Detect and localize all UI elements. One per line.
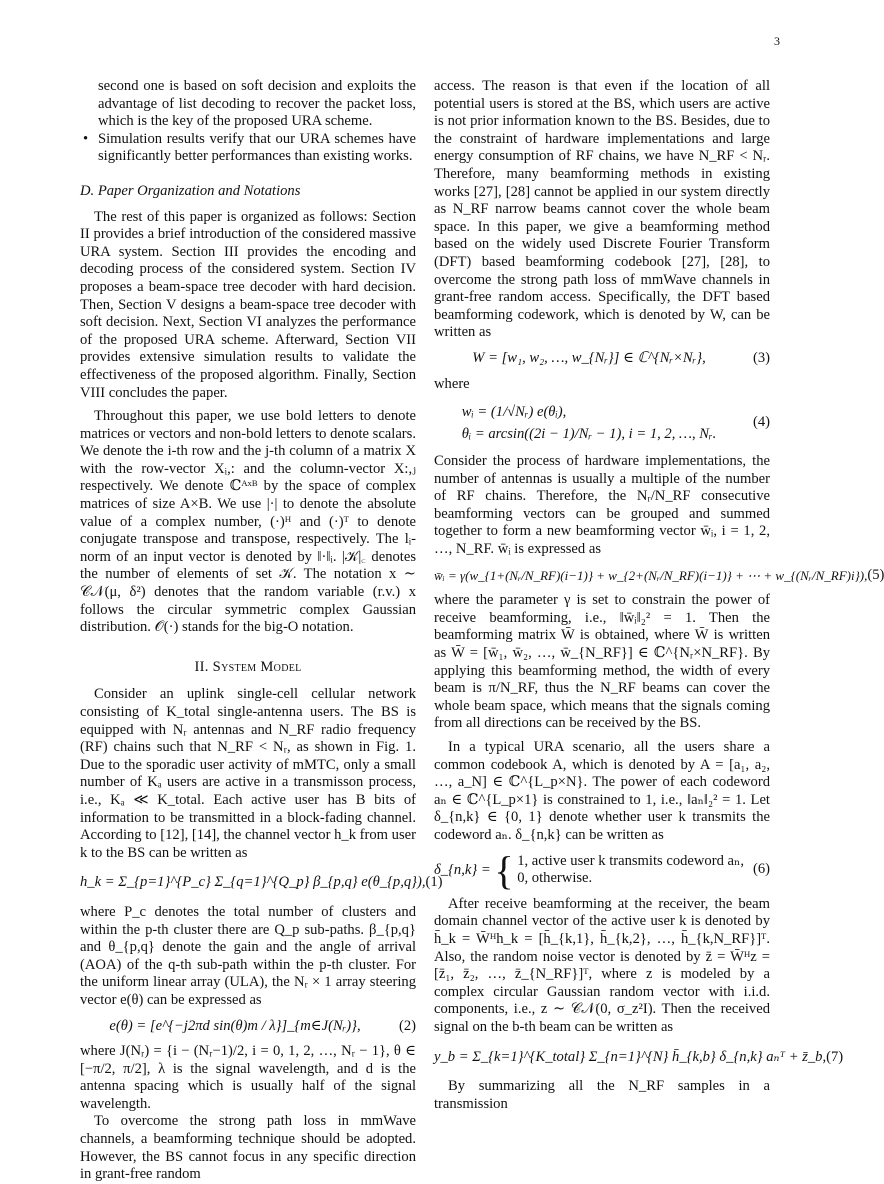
equation-number: (5) [867, 566, 884, 583]
equation-7 [434, 1048, 844, 1067]
paragraph: where J(Nᵣ) = {i − (Nᵣ−1)/2, i = 0, 1, 2, …, Nᵣ − 1}, θ ∈ [−π/2, π/2], λ is the signal wavelength, and d is the antenna spacing which is usually half of the signal wavelength. [80, 1043, 416, 1112]
equation-body: e(θ) = [e^{−j2πd sin(θ)m / λ}]_{m∈J(Nᵣ)}, [109, 1017, 361, 1034]
equation-number: (1) [425, 874, 443, 891]
paragraph-hardware: Consider the process of hardware implementations, the number of antennas is usually a multiple of the number of RF chains. Therefore, the Nᵣ/N_RF consecutive beamforming vectors can be grouped and summed together to form a new beamforming vector w̄ᵢ, i = 1, 2, …, N_RF. w̄ᵢ is expressed as [434, 453, 770, 558]
bullet-text: Simulation results verify that our URA schemes have significantly better performances than existing works. [98, 130, 416, 165]
bullet-continuation: second one is based on soft decision and exploits the advantage of list decoding to recover the packet loss, which is the key of the proposed URA scheme. [98, 78, 416, 130]
equation-line: wᵢ = (1/√Nᵣ) e(θᵢ), [461, 404, 567, 421]
equation-cases [517, 853, 744, 888]
paragraph-gamma: where the parameter γ is set to constrain the power of receive beamforming, i.e., ‖w̄ᵢ‖₂² = 1. Then the beamforming matrix W̄ is obtained, where W̄ is written as W̄ = [w̄₁, w̄₂, …, w̄_{N_RF}] ∈ ℂ^{Nᵣ×N_RF}. By applying this beamforming method, the width of every beam is π/N_RF, thus the N_RF beams can cover the whole beam space, which means that the signals coming from all directions can be received by the BS. [434, 592, 770, 732]
equation-5 [434, 566, 884, 585]
equation-stack [462, 401, 717, 445]
equation-4 [434, 401, 770, 445]
paragraph-beamforming: To overcome the strong path loss in mmWave channels, a beamforming technique should be adopted. However, the BS cannot focus in any specific direction in grant-free random [80, 1113, 416, 1183]
paragraph-access: access. The reason is that even if the location of all potential users is stored at the BS, which users are active is not prior information known to the BS. Besides, due to the constraint of hardware implementations and large energy consumption of RF chains, we have N_RF < Nᵣ. Therefore, many beamforming methods in existing works [27], [28] cannot be applied in our system directly as N_RF narrow beams cannot cover the whole beam space. In this paper, we give a beamforming method based on the widely used Discrete Fourier Transform (DFT) based beamforming codebook [27], [28], to overcome the strong path loss of mmWave channels in grant-free random access. Specifically, the DFT based beamforming codework, which is denoted by W, can be written as [434, 78, 770, 341]
paragraph-last: By summarizing all the N_RF samples in a transmission [434, 1078, 770, 1112]
paragraph-notation: Throughout this paper, we use bold letters to denote matrices or vectors and non-bold letters to denote scalars. We denote the i-th row and the j-th column of a matrix X with the row-vector Xᵢ,: and the column-vector X:,ⱼ respectively. We denote ℂᴬˣᴮ by the space of complex matrices of size A×B. We use |·| to denote the absolute value of a complex number, (·)ᴴ and (·)ᵀ to denote conjugate transpose and transpose, respectively. The lᵢ-norm of an input vector is denoted by ‖·‖ᵢ. |𝒦|꜀ denotes the number of elements of set 𝒦. The notation x ∼ 𝒞𝒩(μ, δ²) denotes that the random variable (r.v.) x follows the circular symmetric complex Gaussian distribution. 𝒪(·) stands for the big-O notation. [80, 408, 416, 636]
paragraph: where P_c denotes the total number of clusters and within the p-th cluster there are Q_p sub-paths. β_{p,q} and θ_{p,q} denote the gain and the angle of arrival (AOA) of the q-th sub-path within the p-th cluster. For the uniform linear array (ULA), the Nᵣ × 1 array steering vector e(θ) can be expressed as [80, 903, 416, 1008]
equation-number: (6) [752, 861, 770, 878]
right-column [434, 78, 884, 1113]
equation-number: (4) [752, 414, 770, 431]
equation-1 [80, 874, 443, 892]
equation-6 [434, 847, 770, 893]
contribution-list [80, 78, 416, 166]
case-line: 0, otherwise. [517, 870, 593, 887]
case-line: 1, active user k transmits codeword aₙ, [517, 852, 744, 869]
paragraph-system-model: Consider an uplink single-cell cellular network consisting of K_total single-antenna users. The BS is equipped with Nᵣ antennas and N_RF radio frequency (RF) chains such that N_RF < Nᵣ, as shown in Fig. 1. Due to the sporadic user activity of mMTC, only a small number of Kₐ users are active in a transmisson process, i.e., Kₐ ≪ K_total. Each active user has B bits of information to be transmitted in a block-fading channel. According to [12], [14], the channel vector h_k from user k to the BS can be written as [80, 686, 416, 861]
equation-line: θᵢ = arcsin((2i − 1)/Nᵣ − 1), i = 1, 2, …, Nᵣ. [461, 426, 717, 443]
equation-number: (2) [398, 1017, 416, 1034]
list-item [80, 131, 416, 166]
equation-body: W = [w₁, w₂, …, w_{Nᵣ}] ∈ ℂ^{Nᵣ×Nᵣ}, [472, 349, 706, 366]
page-number: 3 [774, 34, 780, 48]
subsection-heading: D. Paper Organization and Notations [80, 182, 301, 199]
paragraph-ura: In a typical URA scenario, all the users share a common codebook A, which is denoted by A = [a₁, a₂, …, a_N] ∈ ℂ^{L_p×N}. The power of each codeword aₙ ∈ ℂ^{L_p×1} is constrained to 1, i.e., ‖aₙ‖₂² = 1. Let δ_{n,k} ∈ {0, 1} denote whether user k transmits the codeword aₙ. δ_{n,k} can be written as [434, 739, 770, 843]
equation-number: (3) [752, 349, 770, 366]
equation-number: (7) [826, 1048, 844, 1065]
paragraph-after-beamforming: After receive beamforming at the receiver, the beam domain channel vector of the active user k is denoted by h̄_k = W̄ᴴh_k = [h̄_{k,1}, h̄_{k,2}, …, h̄_{k,N_RF}]ᵀ. Also, the random noise vector is denoted by z̄ = W̄ᴴz = [z̄₁, z̄₂, …, z̄_{N_RF}]ᵀ, where z is modeled by a complex circular Gaussian random vector with i.i.d. components, i.e., z ∼ 𝒞𝒩(0, σ_z²I). Then the received signal on the b-th beam can be written as [434, 895, 770, 1035]
equation-3 [434, 350, 770, 368]
equation-body: y_b = Σ_{k=1}^{K_total} Σ_{n=1}^{N} h̄_{k,b} δ_{n,k} aₙᵀ + z̄_b, [434, 1048, 827, 1065]
equation-body: w̄ᵢ = γ(w_{1+(Nᵣ/N_RF)(i−1)} + w_{2+(Nᵣ/N_RF)(i−1)} + ⋯ + w_{(Nᵣ/N_RF)i}), [434, 567, 868, 583]
equation-lhs: δ_{n,k} = [434, 861, 491, 878]
paragraph-organization: The rest of this paper is organized as follows: Section II provides a brief introduction of the considered massive URA system. Section III provides the encoding and decoding process of the considered system. Section IV proposes a beam-space tree decoder with hard decision. Then, Section V designs a beam-space tree decoder with soft decision. Next, Section VI analyzes the performance of the proposed URA scheme. Afterward, Section VII provides extensive simulation results to validate the effectiveness of the proposed algorithm. Finally, Section VIII concludes the paper. [80, 208, 416, 401]
brace-icon: { [494, 847, 514, 893]
bullet-icon: • [83, 130, 89, 147]
section-heading: II. System Model [194, 658, 302, 675]
where-label: where [434, 375, 470, 392]
left-column [80, 78, 443, 1184]
equation-2 [80, 1018, 416, 1036]
equation-body: h_k = Σ_{p=1}^{P_c} Σ_{q=1}^{Q_p} β_{p,q} e(θ_{p,q}), [80, 874, 426, 891]
